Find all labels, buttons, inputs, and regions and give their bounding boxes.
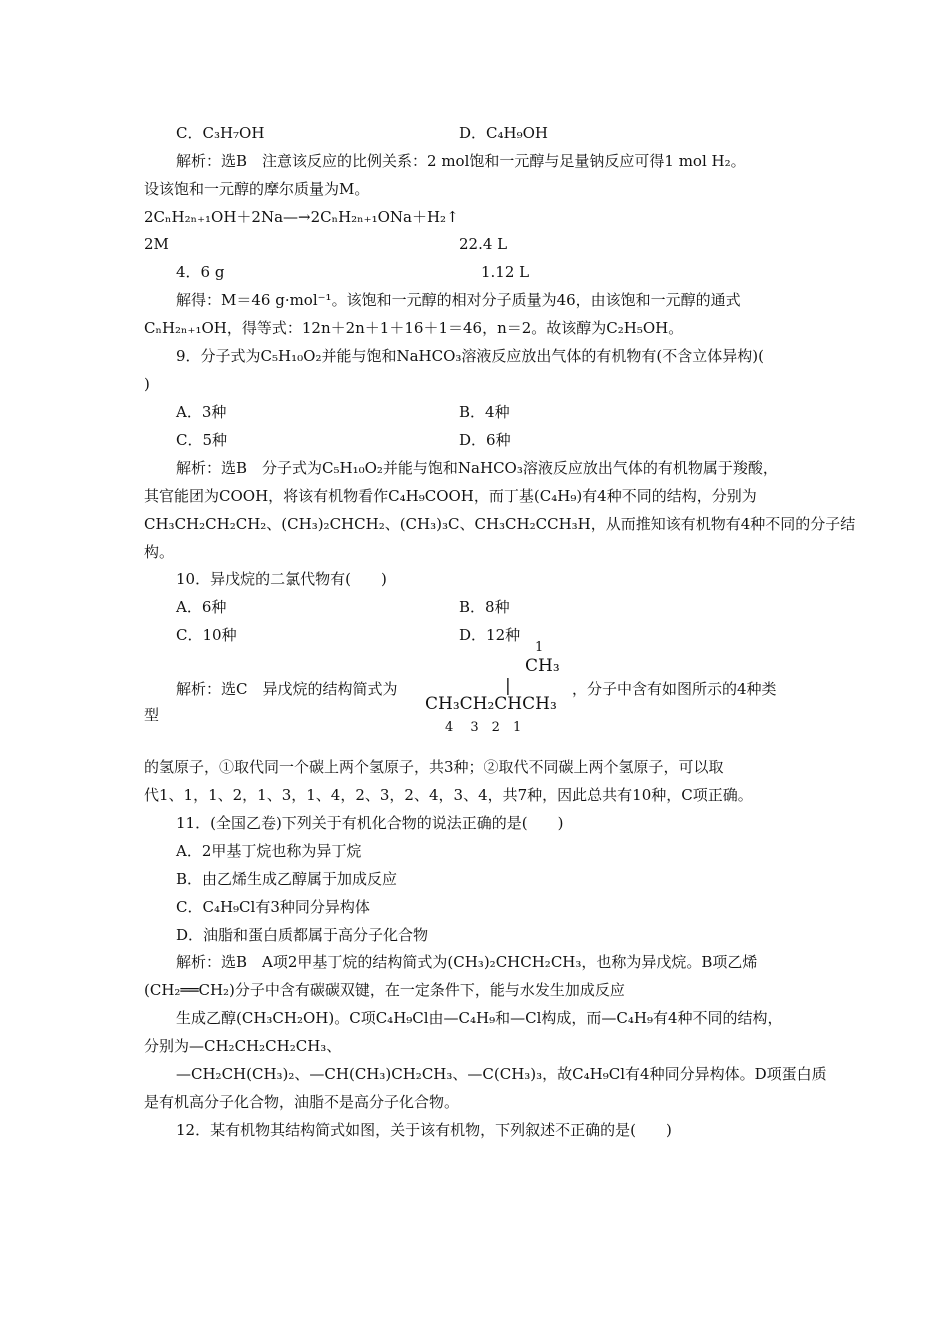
q8-option-d: D．C₄H₉OH bbox=[459, 124, 548, 142]
main-chain: CH₃CH₂CHCH₃ bbox=[425, 694, 557, 714]
q11-option-d: D．油脂和蛋白质都属于高分子化合物 bbox=[176, 926, 429, 944]
carbon-number-label: 1 bbox=[535, 640, 544, 655]
q11-option-c: C．C₄H₉Cl有3种同分异构体 bbox=[176, 898, 370, 916]
q11-option-b: B．由乙烯生成乙醇属于加成反应 bbox=[176, 870, 398, 888]
q9-analysis-line: 其官能团为COOH，将该有机物看作C₄H₉COOH，而丁基(C₄H₉)有4种不同的结构，分别为 bbox=[144, 487, 757, 505]
q9-option-c: C．5种 bbox=[176, 431, 228, 449]
q8-solution-line: CₙH₂ₙ₊₁OH，得等式：12n＋2n＋1＋16＋1＝46，n＝2。故该醇为C₂H₅OH。 bbox=[144, 319, 684, 337]
methyl-branch: CH₃ bbox=[525, 656, 560, 676]
q8-ratio-right: 1.12 L bbox=[481, 263, 530, 281]
q9-option-b: B．4种 bbox=[459, 403, 510, 421]
branch-bond: | bbox=[505, 676, 511, 696]
q11-stem: 11．(全国乙卷)下列关于有机化合物的说法正确的是( ) bbox=[176, 814, 564, 832]
q8-ratio-left: 4．6 g bbox=[176, 263, 225, 281]
q9-analysis-line: 构。 bbox=[144, 543, 175, 561]
q9-analysis-line: 解析：选B 分子式为C₅H₁₀O₂并能与饱和NaHCO₃溶液反应放出气体的有机物属于羧酸， bbox=[176, 459, 778, 477]
q8-ratio-right: 22.4 L bbox=[459, 235, 508, 253]
q10-analysis-line: 代1、1，1、2，1、3，1、4，2、3，2、4，3、4，共7种，因此总共有10种，C项正确。 bbox=[144, 786, 753, 804]
q10-stem: 10．异戊烷的二氯代物有( ) bbox=[176, 570, 387, 588]
q9-stem: 9．分子式为C₅H₁₀O₂并能与饱和NaHCO₃溶液反应放出气体的有机物有(不含立体异构)( bbox=[176, 347, 764, 365]
q8-solution-line: 解得：M＝46 g·mol⁻¹。该饱和一元醇的相对分子质量为46，由该饱和一元醇的通式 bbox=[176, 291, 741, 309]
q8-equation: 2CₙH₂ₙ₊₁OH＋2Na—→2CₙH₂ₙ₊₁ONa＋H₂↑ bbox=[144, 208, 459, 226]
q10-analysis-prefix: 解析：选C 异戊烷的结构简式为 bbox=[176, 680, 398, 698]
q10-option-a: A．6种 bbox=[176, 598, 227, 616]
q9-analysis-line: CH₃CH₂CH₂CH₂、(CH₃)₂CHCH₂、(CH₃)₃C、CH₃CH₂CCH₃H，从而推知该有机物有4种不同的分子结 bbox=[144, 515, 856, 533]
q11-analysis-line: —CH₂CH(CH₃)₂、—CH(CH₃)CH₂CH₃、—C(CH₃)₃，故C₄H₉Cl有4种同分异构体。D项蛋白质 bbox=[176, 1065, 827, 1083]
q10-analysis-wrap: 型 bbox=[144, 706, 160, 724]
q9-stem-bracket: ) bbox=[144, 375, 150, 393]
q8-option-c: C．C₃H₇OH bbox=[176, 124, 265, 142]
q11-analysis-line: 解析：选B A项2甲基丁烷的结构简式为(CH₃)₂CHCH₂CH₃，也称为异戊烷。B项乙烯 bbox=[176, 953, 758, 971]
q8-analysis-line: 解析：选B 注意该反应的比例关系：2 mol饱和一元醇与足量钠反应可得1 mol H₂。 bbox=[176, 152, 746, 170]
q8-analysis-line: 设该饱和一元醇的摩尔质量为M。 bbox=[144, 180, 370, 198]
q10-option-c: C．10种 bbox=[176, 626, 237, 644]
q11-analysis-line: 生成乙醇(CH₃CH₂OH)。C项C₄H₉Cl由—C₄H₉和—Cl构成，而—C₄H₉有4种不同的结构， bbox=[176, 1009, 783, 1027]
q11-analysis-line: 分别为—CH₂CH₂CH₂CH₃、 bbox=[144, 1037, 342, 1055]
q11-option-a: A．2甲基丁烷也称为异丁烷 bbox=[176, 842, 362, 860]
q12-stem: 12．某有机物其结构简式如图，关于该有机物，下列叙述不正确的是( ) bbox=[176, 1121, 672, 1139]
isopentane-structure bbox=[425, 640, 565, 735]
q10-analysis-suffix: ，分子中含有如图所示的4种类 bbox=[572, 680, 777, 698]
q10-option-d: D．12种 bbox=[459, 626, 521, 644]
q9-option-d: D．6种 bbox=[459, 431, 511, 449]
q11-analysis-line: 是有机高分子化合物，油脂不是高分子化合物。 bbox=[144, 1093, 460, 1111]
q11-analysis-line: (CH₂══CH₂)分子中含有碳碳双键，在一定条件下，能与水发生加成反应 bbox=[144, 981, 625, 999]
q10-analysis-line: 的氢原子，①取代同一个碳上两个氢原子，共3种；②取代不同碳上两个氢原子，可以取 bbox=[144, 758, 724, 776]
q8-ratio-left: 2M bbox=[144, 235, 169, 253]
carbon-number-labels: 4 3 2 1 bbox=[445, 720, 522, 735]
q9-option-a: A．3种 bbox=[176, 403, 227, 421]
q10-option-b: B．8种 bbox=[459, 598, 510, 616]
